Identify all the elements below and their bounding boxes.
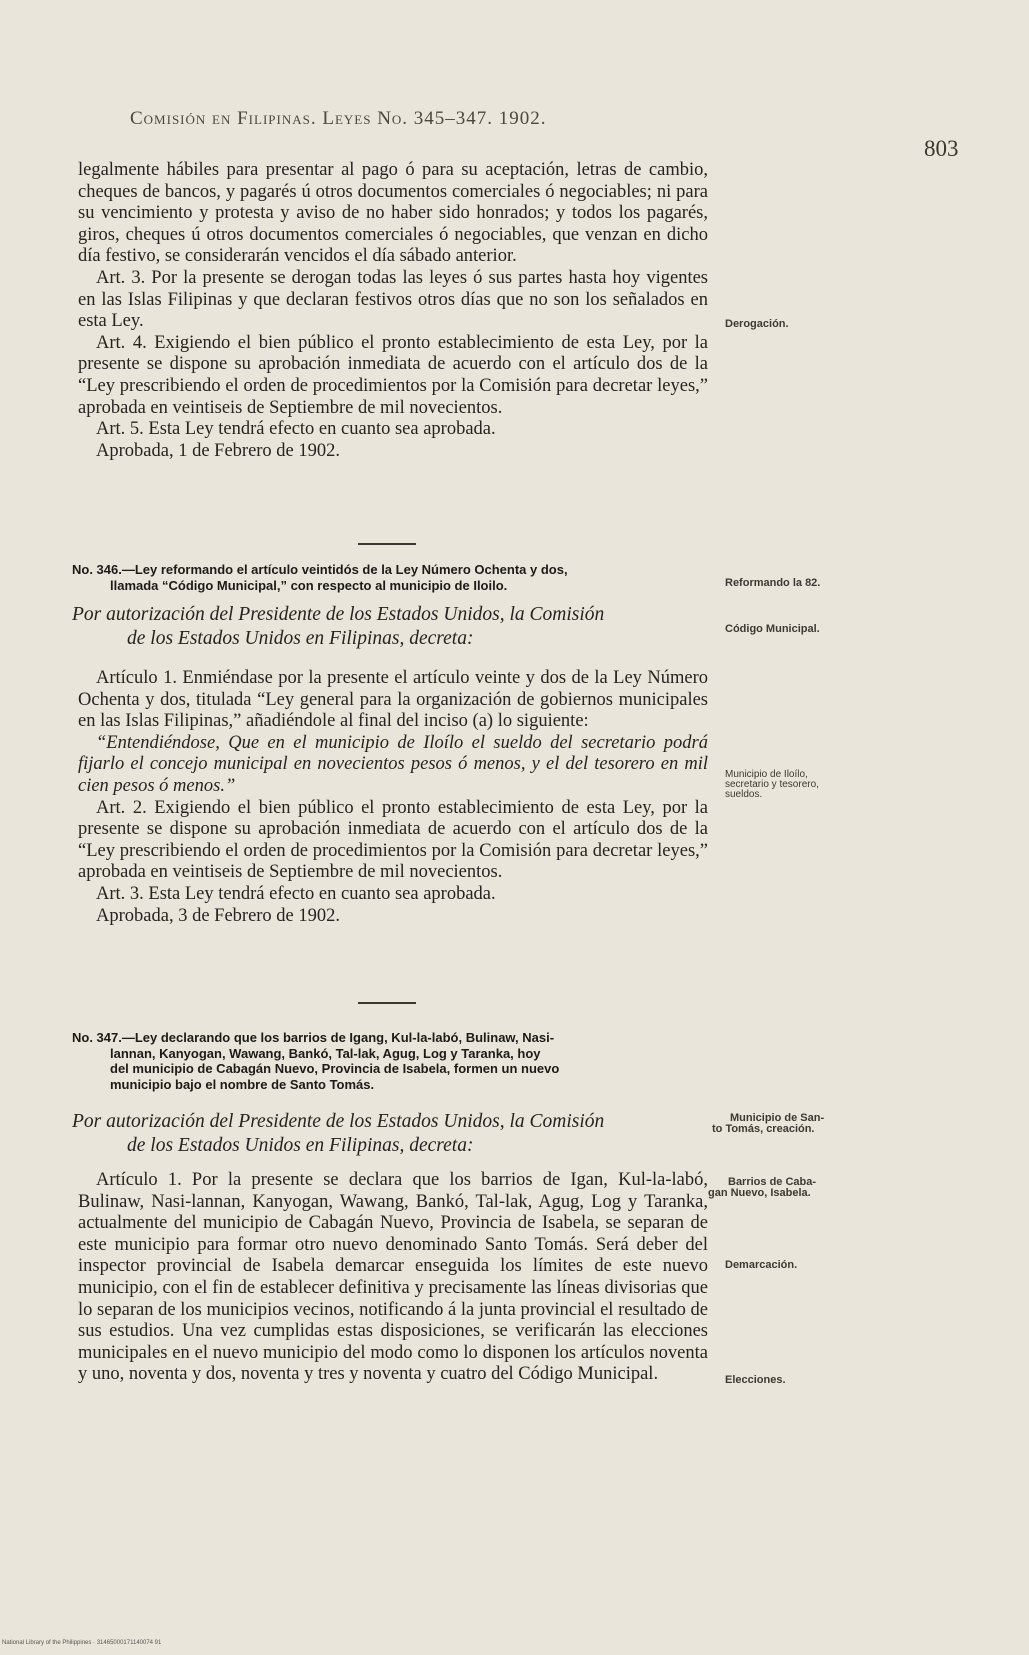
article-3: Art. 3. Esta Ley tendrá efecto en cuanto sea aprobada. <box>96 883 496 904</box>
margin-note <box>708 1177 868 1199</box>
scan-footer: National Library of the Philippines · 31465000171140074 91 <box>2 1640 162 1646</box>
preamble-line: de los Estados Unidos en Filipinas, decreta: <box>127 1135 474 1156</box>
margin-line: sueldos. <box>725 789 763 800</box>
law-346-preamble <box>72 603 712 651</box>
law-347-preamble <box>72 1110 712 1158</box>
article-1: Artículo 1. Enmiéndase por la presente el artículo veinte y dos de la Ley Número Ochenta y dos, titulada “Ley general para la organización de gobiernos municipales en las Islas Filipinas,” añadiéndole al final del inciso (a) lo siguiente: <box>78 668 708 732</box>
title-line: del municipio de Cabagán Nuevo, Provincia de Isabela, formen un nuevo <box>110 1061 560 1076</box>
title-line: No. 347.—Ley declarando que los barrios de Igang, Kul-la-labó, Bulinaw, Nasi- <box>72 1030 555 1045</box>
article-3: Art. 3. Por la presente se derogan todas las leyes ó sus partes hasta hoy vigentes en las Islas Filipinas y que declaran festivos otros días que no son los señalados en esta Ley. <box>78 267 708 332</box>
running-header: Comisión en Filipinas. Leyes No. 345–347. 1902. <box>130 108 547 129</box>
approval-date: Aprobada, 1 de Febrero de 1902. <box>96 440 341 461</box>
margin-line: Municipio de Iloílo, <box>725 769 808 780</box>
article-4: Art. 4. Exigiendo el bien público el pronto establecimiento de esta Ley, por la presente se dispone su aprobación inmediata de acuerdo con el artículo dos de la “Ley prescribiendo el orden de procedimientos por la Comisión para decretar leyes,” aprobada en veintiseis de Septiembre de mil novecientos. <box>78 332 708 418</box>
margin-note: Derogación. <box>725 318 789 330</box>
law-345-body <box>78 160 708 462</box>
margin-line: to Tomás, creación. <box>712 1123 815 1135</box>
title-line: No. 346.—Ley reformando el artículo veintidós de la Ley Número Ochenta y dos, <box>72 562 568 577</box>
title-line: llamada “Código Municipal,” con respecto al municipio de Iloilo. <box>110 577 508 593</box>
margin-line: gan Nuevo, Isabela. <box>708 1187 811 1199</box>
quoted-amendment: “Entendiéndose, Que en el municipio de Iloílo el sueldo del secretario podrá fijarlo el concejo municipal en novecientos pesos ó menos, y el del tesorero en mil cien pesos ó menos.” <box>78 732 708 796</box>
law-346-body <box>78 668 708 927</box>
margin-line: Municipio de San- <box>730 1112 825 1124</box>
approval-date: Aprobada, 3 de Febrero de 1902. <box>96 905 341 926</box>
margin-note <box>725 770 885 800</box>
preamble-line: de los Estados Unidos en Filipinas, decreta: <box>127 628 474 649</box>
margin-note <box>712 1113 872 1135</box>
page-number: 803 <box>924 136 959 161</box>
article-5: Art. 5. Esta Ley tendrá efecto en cuanto sea aprobada. <box>96 419 496 440</box>
law-346-title <box>72 562 712 593</box>
section-divider <box>358 543 416 545</box>
law-347-title <box>72 1030 712 1092</box>
margin-note: Código Municipal. <box>725 623 820 635</box>
preamble-line: Por autorización del Presidente de los Estados Unidos, la Comisión <box>72 1111 605 1132</box>
continuation-paragraph: legalmente hábiles para presentar al pago ó para su aceptación, letras de cambio, cheques de bancos, y pagarés ú otros documentos comerciales ó negociables; ni para su vencimiento y protesta y aviso de no haber sido honrados; y todos los pagarés, giros, cheques ú otros documentos comerciales ó negociables, que venzan en dicho día festivo, se considerarán vencidos el día sábado anterior. <box>78 160 708 267</box>
margin-note: Elecciones. <box>725 1374 786 1386</box>
margin-note: Demarcación. <box>725 1259 798 1271</box>
section-divider <box>358 1002 416 1004</box>
title-line: lannan, Kanyogan, Wawang, Bankó, Tal-lak, Agug, Log y Taranka, hoy <box>110 1045 541 1061</box>
article-2: Art. 2. Exigiendo el bien público el pronto establecimiento de esta Ley, por la presente se dispone su aprobación inmediata de acuerdo con el artículo dos de la “Ley prescribiendo el orden de procedimientos por la Comisión para decretar leyes,” aprobada en veintiseis de Septiembre de mil novecientos. <box>78 797 708 883</box>
margin-line: Barrios de Caba- <box>728 1176 817 1188</box>
law-347-body <box>78 1170 708 1386</box>
margin-line: secretario y tesorero, <box>725 779 819 790</box>
title-line: municipio bajo el nombre de Santo Tomás. <box>110 1076 375 1092</box>
margin-note: Reformando la 82. <box>725 577 821 589</box>
article-1: Artículo 1. Por la presente se declara que los barrios de Igan, Kul-la-labó, Bulinaw, Nasi-lannan, Kanyogan, Wawang, Bankó, Tal-lak, Agug, Log y Taranka, actualmente del municipio de Cabagán Nuevo, Provincia de Isabela, se separan de este municipio para formar otro nuevo denominado Santo Tomás. Será deber del inspector provincial de Isabela demarcar enseguida los límites de este nuevo municipio, con el fin de establecer definitiva y precisamente las líneas divisorias que lo separan de los municipios vecinos, notificando á la junta provincial el resultado de sus estudios. Una vez cumplidas estas disposiciones, se verificarán las elecciones municipales en el nuevo municipio del modo como lo disponen los artículos noventa y uno, noventa y dos, noventa y tres y noventa y cuatro del Código Municipal. <box>78 1170 708 1385</box>
preamble-line: Por autorización del Presidente de los Estados Unidos, la Comisión <box>72 604 605 625</box>
